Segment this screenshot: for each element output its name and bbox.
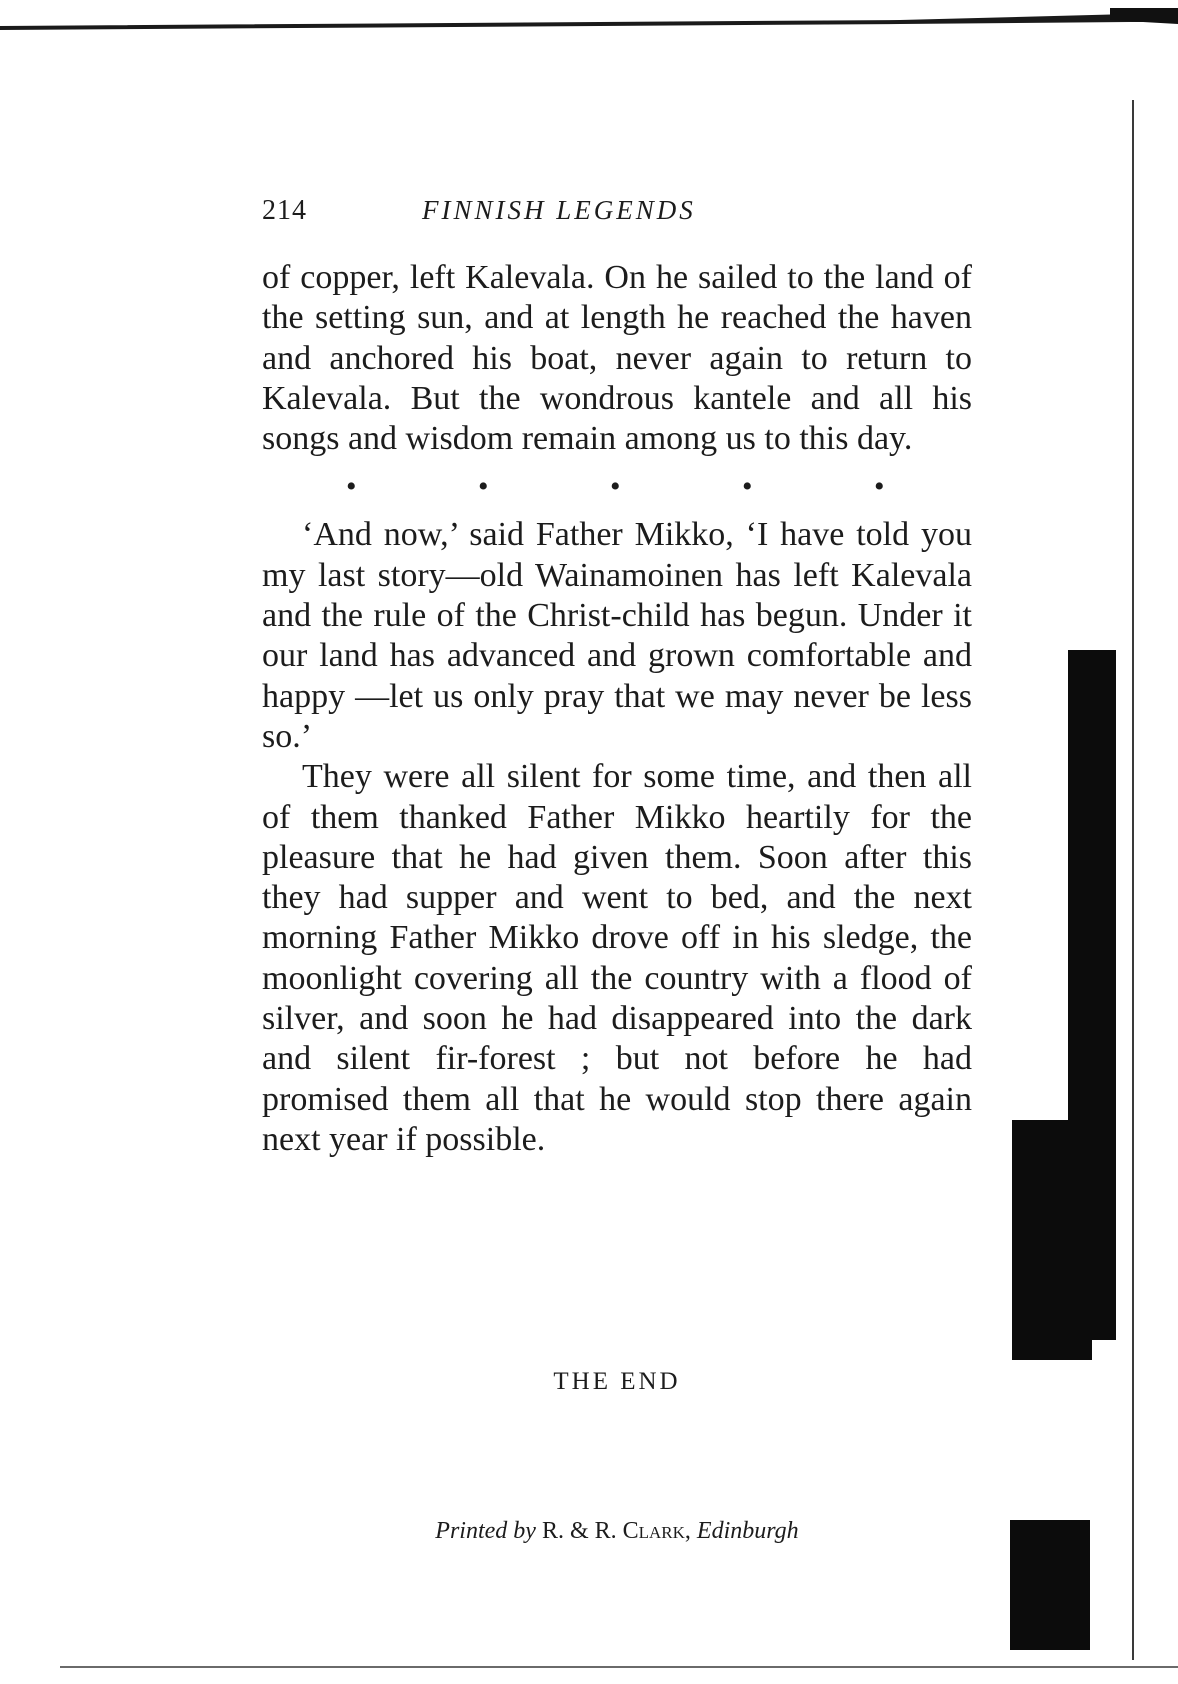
separator-dot: • — [478, 470, 489, 504]
bottom-rule — [60, 1666, 1178, 1668]
page-edge-shadow — [1010, 1520, 1090, 1650]
top-rule — [0, 8, 1178, 34]
body-text — [262, 258, 972, 1160]
gutter-line — [1132, 100, 1134, 1660]
running-title: FINNISH LEGENDS — [422, 195, 696, 225]
paragraph: ‘And now,’ said Father Mikko, ‘I have told you my last story—old Wainamoinen has left Kalevala and the rule of the Christ-child has begun. Under it our land has advanced and grown comfortable and happy —let us only pray that we may never be less so.’ — [262, 516, 972, 755]
paragraph: They were all silent for some time, and then all of them thanked Father Mikko heartily for the pleasure that he had given them. Soon after this they had supper and went to bed, and the next morning Father Mikko drove off in his sledge, the moonlight covering all the country with a flood of silver, and soon he had disappeared into the dark and silent fir-forest ; but not before he had promised them all that he would stop there again next year if possible. — [262, 758, 972, 1158]
separator-dot: • — [610, 470, 621, 504]
printer-imprint — [262, 1518, 972, 1545]
imprint-printer: R. & R. Clark, — [541, 1518, 691, 1544]
page-header — [262, 195, 972, 235]
imprint-place: Edinburgh — [696, 1518, 799, 1544]
paragraph: of copper, left Kalevala. On he sailed to the land of the setting sun, and at length he reached the haven and anchored his boat, never again to return to Kalevala. But the wondrous kantele and all his songs and wisdom remain among us to this day. — [262, 259, 972, 458]
separator-dot: • — [346, 470, 357, 504]
page-edge-shadow — [1012, 1120, 1092, 1360]
imprint-printed-by: Printed by — [435, 1518, 536, 1544]
separator-dot: • — [742, 470, 753, 504]
page-number: 214 — [262, 195, 307, 226]
the-end: THE END — [553, 1368, 681, 1395]
section-separator — [262, 465, 972, 511]
separator-dot: • — [874, 470, 885, 504]
